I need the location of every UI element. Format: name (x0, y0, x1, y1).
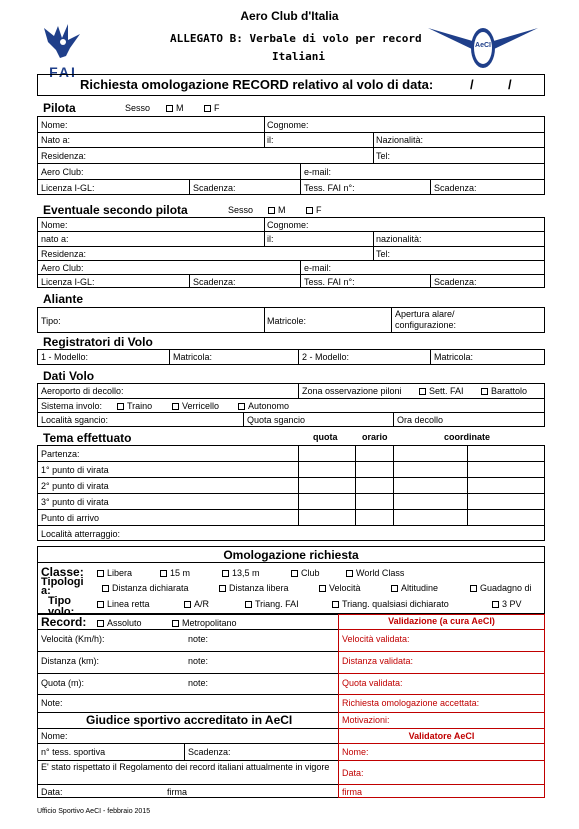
option-label: 3 PV (502, 599, 522, 609)
option-label: Guadagno di (480, 583, 532, 593)
reg-modello-2[interactable]: 2 - Modello: (302, 352, 350, 362)
pilota-aeroclub[interactable]: Aero Club: (41, 167, 84, 177)
option-label: Linea retta (107, 599, 150, 609)
checkbox-icon[interactable] (204, 105, 211, 112)
option-label: Altitudine (401, 583, 439, 593)
checkbox-icon[interactable] (97, 570, 104, 577)
checkbox-icon[interactable] (97, 620, 104, 627)
option-label: M (278, 205, 286, 215)
checkbox-icon[interactable] (172, 620, 179, 627)
classe-world[interactable] (346, 568, 404, 579)
option-label: World Class (356, 568, 405, 578)
giudice-data[interactable]: Data: (41, 787, 63, 797)
checkbox-icon[interactable] (332, 601, 339, 608)
tema-col-orario: orario (362, 432, 388, 442)
secondo-licenza[interactable]: Licenza I-GL: (41, 277, 95, 287)
checkbox-icon[interactable] (291, 570, 298, 577)
tv-linea[interactable] (97, 599, 150, 610)
secondo-title: Eventuale secondo pilota (43, 203, 188, 217)
tv-ar[interactable] (184, 599, 209, 610)
tip-altitudine[interactable] (391, 583, 438, 594)
tema-row[interactable]: 1° punto di virata (41, 465, 109, 475)
dati-verricello[interactable] (172, 401, 219, 412)
checkbox-icon[interactable] (117, 403, 124, 410)
pilota-nato[interactable]: Nato a: (41, 135, 71, 145)
checkbox-icon[interactable] (184, 601, 191, 608)
classe-libera[interactable] (97, 568, 132, 579)
dati-zona: Zona osservazione piloni (302, 386, 402, 396)
checkbox-icon[interactable] (160, 570, 167, 577)
checkbox-icon[interactable] (166, 105, 173, 112)
secondo-sesso-label: Sesso (228, 205, 254, 215)
val-nome[interactable]: Nome: (342, 747, 369, 757)
val-motivazioni[interactable]: Motivazioni: (342, 715, 390, 725)
option-label: Autonomo (248, 401, 290, 411)
option-label: Traino (127, 401, 153, 411)
tema-row[interactable]: Partenza: (41, 449, 80, 459)
fai-logo (40, 22, 86, 80)
registratori-title: Registratori di Volo (43, 335, 153, 349)
tip-dist-lib[interactable] (219, 583, 289, 594)
tema-row[interactable]: 2° punto di virata (41, 481, 109, 491)
tip-velocita[interactable] (319, 583, 361, 594)
secondo-nome[interactable]: Nome: (41, 220, 68, 230)
aeci-logo (426, 20, 540, 72)
aliante-tipo[interactable]: Tipo: (41, 316, 61, 326)
tema-row[interactable]: 3° punto di virata (41, 497, 109, 507)
tema-row[interactable]: Punto di arrivo (41, 513, 100, 523)
dati-quota[interactable]: Quota sgancio (247, 415, 306, 425)
pilota-email[interactable]: e-mail: (304, 167, 332, 177)
pilota-licenza[interactable]: Licenza I-GL: (41, 183, 95, 193)
giudice-scadenza[interactable]: Scadenza: (188, 747, 231, 757)
secondo-naz[interactable]: nazionalità: (376, 234, 422, 244)
option-label: 15 m (170, 568, 191, 578)
checkbox-icon[interactable] (245, 601, 252, 608)
val-data[interactable]: Data: (342, 768, 364, 778)
record-assoluto[interactable] (97, 618, 142, 629)
option-label: Distanza dichiarata (112, 583, 189, 593)
checkbox-icon[interactable] (102, 585, 109, 592)
val-validatore: Validatore AeCI (408, 731, 475, 741)
org-title: Aero Club d'Italia (240, 9, 339, 23)
pilota-naz[interactable]: Nazionalità: (376, 135, 424, 145)
date-slash-2: / (508, 77, 512, 92)
reg-matricola-2[interactable]: Matricola: (434, 352, 474, 362)
reg-matricola-1[interactable]: Matricola: (173, 352, 213, 362)
val-quota[interactable]: Quota validata: (342, 678, 403, 688)
footer-text: Ufficio Sportivo AeCI - febbraio 2015 (37, 808, 151, 815)
checkbox-icon[interactable] (238, 403, 245, 410)
checkbox-icon[interactable] (481, 388, 488, 395)
val-richiesta[interactable]: Richiesta omologazione accettata: (342, 698, 480, 708)
pilota-scadenza2[interactable]: Scadenza: (434, 183, 477, 193)
fai-logo-text: FAI (49, 64, 77, 80)
pilota-title: Pilota (43, 101, 76, 115)
record-label: Record: (41, 615, 87, 629)
giudice-regolamento: E' stato rispettato il Regolamento dei record italiani attualmente in vigore (41, 762, 330, 772)
checkbox-icon[interactable] (391, 585, 398, 592)
secondo-scadenza[interactable]: Scadenza: (193, 277, 236, 287)
dati-aeroporto[interactable]: Aeroporto di decollo: (41, 386, 124, 396)
checkbox-icon[interactable] (346, 570, 353, 577)
option-label: Velocità (329, 583, 361, 593)
tema-title: Tema effettuato (43, 431, 132, 445)
pilota-sesso-f[interactable] (204, 103, 220, 114)
tipologia-label: Tipologi a: (41, 576, 84, 597)
secondo-scadenza2[interactable]: Scadenza: (434, 277, 477, 287)
option-label: F (214, 103, 220, 113)
option-label: Metropolitano (182, 618, 237, 628)
dati-traino[interactable] (117, 401, 152, 412)
pilota-sesso-label: Sesso (125, 103, 151, 113)
tema-row[interactable]: Località atterraggio: (41, 529, 121, 539)
pilota-residenza[interactable]: Residenza: (41, 151, 87, 161)
record-note-distanza[interactable]: note: (188, 656, 209, 666)
classe-15m[interactable] (160, 568, 190, 579)
aliante-matricole[interactable]: Matricole: (267, 316, 307, 326)
dati-autonomo[interactable] (238, 401, 289, 412)
pilota-il[interactable]: il: (267, 135, 274, 145)
checkbox-icon[interactable] (319, 585, 326, 592)
date-slash-1: / (470, 77, 474, 92)
checkbox-icon[interactable] (470, 585, 477, 592)
secondo-aeroclub[interactable]: Aero Club: (41, 263, 84, 273)
option-label: Triang. qualsiasi dichiarato (342, 599, 449, 609)
option-label: Libera (107, 568, 133, 578)
tip-guadagno[interactable] (470, 583, 532, 594)
aliante-title: Aliante (43, 292, 84, 306)
pilota-nome[interactable]: Nome: (41, 120, 68, 130)
option-label: F (316, 205, 322, 215)
record-metropolitano[interactable] (172, 618, 237, 629)
giudice-title: Giudice sportivo accreditato in AeCI (86, 713, 293, 727)
giudice-firma[interactable]: firma (167, 787, 187, 797)
option-label: Assoluto (107, 618, 142, 628)
pilota-scadenza[interactable]: Scadenza: (193, 183, 236, 193)
classe-135m[interactable] (222, 568, 260, 579)
secondo-sesso-m[interactable] (268, 205, 286, 216)
secondo-tel[interactable]: Tel: (376, 249, 391, 259)
tv-triang-qual[interactable] (332, 599, 449, 610)
secondo-email[interactable]: e-mail: (304, 263, 332, 273)
eagle-icon (40, 22, 86, 60)
dati-localita[interactable]: Località sgancio: (41, 415, 109, 425)
secondo-il[interactable]: il: (267, 234, 274, 244)
pilota-sesso-m[interactable] (166, 103, 184, 114)
validazione-title: Validazione (a cura AeCI) (388, 616, 495, 626)
checkbox-icon[interactable] (306, 207, 313, 214)
richiesta-title: Richiesta omologazione RECORD relativo al volo di data: (80, 77, 434, 92)
secondo-nato[interactable]: nato a: (41, 234, 69, 244)
option-label: Distanza libera (229, 583, 289, 593)
tema-col-quota: quota (313, 432, 338, 442)
pilota-tel[interactable]: Tel: (376, 151, 391, 161)
secondo-residenza[interactable]: Residenza: (41, 249, 87, 259)
classe-club[interactable] (291, 568, 320, 579)
val-velocita[interactable]: Velocità validata: (342, 634, 410, 644)
secondo-cognome[interactable]: Cognome: (267, 220, 309, 230)
aeci-logo-text: AeCI (475, 42, 491, 49)
classe-label: Classe: (41, 565, 84, 579)
checkbox-icon[interactable] (268, 207, 275, 214)
dati-sistema: Sistema involo: (41, 401, 103, 411)
record-distanza[interactable]: Distanza (km): (41, 656, 100, 666)
aliante-apertura-2[interactable]: configurazione: (395, 320, 457, 330)
tv-3pv[interactable] (492, 599, 522, 610)
checkbox-icon[interactable] (172, 403, 179, 410)
option-label: A/R (194, 599, 210, 609)
option-label: Verricello (182, 401, 220, 411)
omologazione-title: Omologazione richiesta (223, 548, 359, 562)
reg-modello-1[interactable]: 1 - Modello: (41, 352, 89, 362)
dati-barattolo[interactable] (481, 386, 527, 397)
record-note-quota[interactable]: note: (188, 678, 209, 688)
aliante-apertura-1[interactable]: Apertura alare/ (395, 309, 455, 319)
option-label: Barattolo (491, 386, 528, 396)
pilota-tessera[interactable]: Tess. FAI n°: (304, 183, 355, 193)
pilota-cognome[interactable]: Cognome: (267, 120, 309, 130)
checkbox-icon[interactable] (492, 601, 499, 608)
val-distanza[interactable]: Distanza validata: (342, 656, 414, 666)
tip-dist-dich[interactable] (102, 583, 189, 594)
option-label: 13,5 m (232, 568, 260, 578)
allegato-subtitle: Italiani (272, 50, 325, 63)
secondo-sesso-f[interactable] (306, 205, 322, 216)
checkbox-icon[interactable] (419, 388, 426, 395)
option-label: Triang. FAI (255, 599, 299, 609)
option-label: Club (301, 568, 320, 578)
checkbox-icon[interactable] (219, 585, 226, 592)
dati-ora[interactable]: Ora decollo (397, 415, 444, 425)
record-note[interactable]: Note: (41, 698, 63, 708)
option-label: Sett. FAI (429, 386, 464, 396)
giudice-tessera[interactable]: n° tess. sportiva (41, 747, 106, 757)
allegato-title: ALLEGATO B: Verbale di volo per record (170, 32, 422, 45)
checkbox-icon[interactable] (97, 601, 104, 608)
secondo-tessera[interactable]: Tess. FAI n°: (304, 277, 355, 287)
tema-col-coordinate: coordinate (444, 432, 491, 442)
tipovolo-label: Tipo volo: (48, 595, 75, 618)
tv-triang-fai[interactable] (245, 599, 299, 610)
record-quota[interactable]: Quota (m): (41, 678, 85, 688)
checkbox-icon[interactable] (222, 570, 229, 577)
option-label: M (176, 103, 184, 113)
val-firma[interactable]: firma (342, 787, 362, 797)
dati-sett-fai[interactable] (419, 386, 464, 397)
dati-title: Dati Volo (43, 369, 95, 383)
record-note-velocita[interactable]: note: (188, 634, 209, 644)
giudice-nome[interactable]: Nome: (41, 731, 68, 741)
record-velocita[interactable]: Velocità (Km/h): (41, 634, 105, 644)
